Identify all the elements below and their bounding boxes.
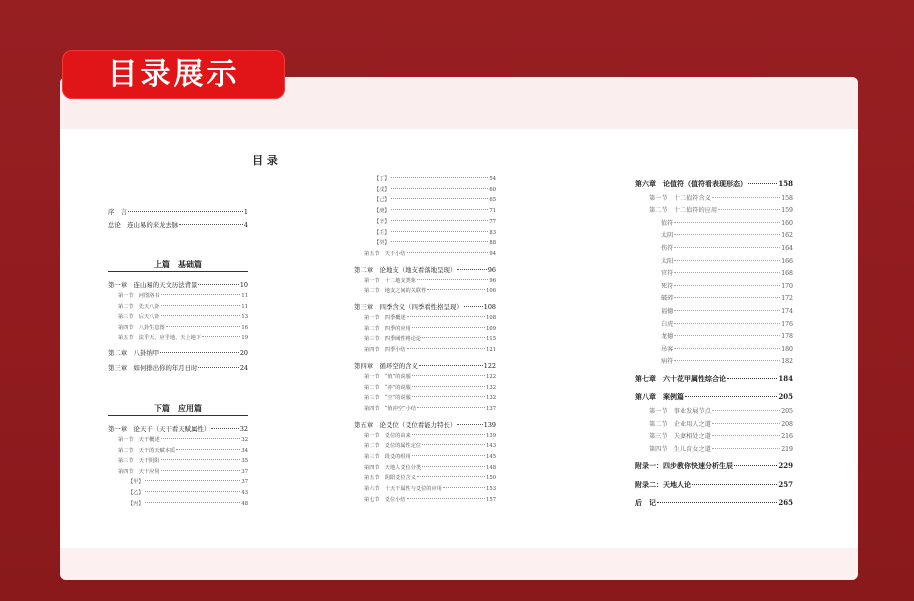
toc-leader-dots	[674, 297, 780, 298]
toc-entry-page: 24	[239, 364, 248, 372]
toc-entry-page: 174	[781, 307, 793, 315]
toc-entry-page: 150	[486, 475, 496, 482]
toc-entry-page: 160	[781, 219, 793, 227]
toc-entry	[108, 424, 248, 433]
toc-entry-title: 第三节 后天八卦	[118, 314, 160, 321]
toc-entry-page: 153	[486, 486, 496, 493]
toc-leader-dots	[161, 315, 241, 316]
toc-entry	[364, 346, 496, 353]
toc-leader-dots	[685, 396, 777, 397]
toc-entry	[661, 218, 793, 227]
toc-entry-title: 第四节 四季小结	[364, 347, 406, 354]
toc-entry-title: 第五节 阴阳爻位含义	[364, 475, 416, 482]
toc-leader-dots	[161, 294, 241, 295]
toc-entry-title: 第三章 如何排出你的年月日时	[108, 364, 198, 372]
toc-entry-page: 35	[241, 458, 248, 465]
toc-entry	[364, 453, 496, 460]
toc-entry	[128, 500, 248, 507]
toc-leader-dots	[412, 455, 485, 456]
toc-entry	[118, 334, 248, 341]
toc-entry	[364, 277, 496, 284]
toc-entry-title: 第一节 十二值符含义	[649, 194, 711, 202]
toc-entry	[374, 229, 496, 236]
toc-entry	[118, 436, 248, 443]
toc-entry-page: 166	[781, 257, 793, 265]
toc-leader-dots	[391, 231, 489, 232]
toc-entry	[118, 468, 248, 475]
toc-entry-page: 71	[489, 208, 496, 215]
toc-entry	[108, 207, 248, 216]
toc-entry	[661, 306, 793, 315]
toc-entry-title: 第一节 “值”的说服	[364, 373, 411, 380]
toc-entry-page: 122	[486, 373, 496, 380]
toc-entry	[118, 292, 248, 299]
toc-leader-dots	[718, 209, 780, 210]
toc-entry-page: 139	[483, 420, 496, 429]
toc-entry	[635, 179, 793, 189]
toc-entry-page: 94	[489, 250, 496, 257]
toc-entry-page: 164	[781, 244, 793, 252]
section-badge-title: 目录展示	[107, 57, 240, 92]
toc-leader-dots	[674, 234, 780, 235]
toc-leader-dots	[727, 378, 777, 379]
toc-entry-title: 龙德	[661, 333, 674, 341]
toc-page	[60, 129, 858, 548]
toc-entry	[364, 485, 496, 492]
toc-leader-dots	[427, 289, 485, 290]
toc-leader-dots	[179, 224, 243, 225]
toc-entry	[364, 335, 496, 342]
toc-entry	[118, 303, 248, 310]
toc-leader-dots	[412, 434, 485, 435]
toc-entry	[364, 394, 496, 401]
toc-entry-title: 【辛】	[374, 218, 390, 225]
toc-entry-title: 第二节 天干的天赋本质	[118, 447, 176, 454]
toc-entry	[635, 498, 793, 508]
toc-entry	[661, 293, 793, 302]
toc-entry-title: 伤符	[661, 244, 674, 252]
toc-entry-page: 265	[778, 498, 793, 508]
toc-leader-dots	[422, 466, 485, 467]
toc-leader-dots	[128, 211, 243, 212]
toc-entry-page: 20	[239, 349, 248, 357]
toc-entry-title: 【戊】	[374, 186, 390, 193]
toc-entry-page: 257	[778, 479, 793, 489]
toc-entry-title: 第六节 十天干属性与爻位的应用	[364, 486, 442, 493]
toc-entry	[635, 480, 793, 490]
toc-leader-dots	[407, 252, 489, 253]
toc-part-heading: 下篇 应用篇	[154, 403, 202, 413]
toc-entry-page: 182	[781, 358, 793, 366]
toc-entry-page: 106	[486, 288, 496, 295]
toc-leader-dots	[145, 491, 241, 492]
toc-entry-page: 19	[241, 335, 248, 342]
toc-entry-page: 208	[781, 420, 793, 428]
toc-entry-page: 168	[781, 270, 793, 278]
toc-entry-title: 序 言	[108, 208, 128, 216]
toc-leader-dots	[160, 352, 239, 353]
toc-entry-title: 【癸】	[374, 240, 390, 247]
toc-entry-page: 122	[483, 361, 496, 370]
toc-entry-page: 32	[239, 425, 248, 433]
toc-entry-title: 后 记	[635, 498, 656, 508]
toc-entry-title: 【乙】	[128, 490, 144, 496]
toc-entry	[354, 361, 496, 370]
toc-entry-title: 太阴	[661, 232, 674, 240]
toc-entry-page: 205	[781, 407, 793, 415]
toc-entry-page: 4	[243, 221, 248, 229]
toc-entry	[108, 220, 248, 229]
toc-entry-title: 白虎	[661, 320, 674, 328]
toc-entry-page: 184	[778, 373, 793, 383]
toc-entry	[374, 186, 496, 193]
toc-entry-title: 第四节 天地人爻位分类	[364, 464, 422, 471]
toc-entry-title: 太阳	[661, 257, 674, 265]
toc-entry-page: 172	[781, 295, 793, 303]
toc-leader-dots	[443, 487, 485, 488]
toc-entry	[374, 207, 496, 214]
toc-entry-title: 【丙】	[128, 500, 144, 507]
toc-entry-page: 48	[241, 500, 248, 507]
toc-entry-page: 88	[489, 240, 496, 247]
toc-entry	[108, 280, 248, 289]
toc-leader-dots	[166, 326, 241, 327]
toc-entry-page: 37	[241, 468, 248, 475]
toc-entry	[354, 420, 496, 429]
toc-entry-title: 第一节 爻位的由来	[364, 432, 411, 439]
toc-entry-page: 34	[241, 447, 248, 454]
toc-entry-title: 第七章 六十花甲属性综合论	[635, 373, 726, 383]
toc-leader-dots	[674, 335, 780, 336]
toc-title: 目 录	[252, 154, 278, 167]
toc-leader-dots	[464, 306, 483, 307]
toc-heading-rule	[108, 271, 248, 272]
toc-entry-title: 福德	[661, 307, 674, 315]
toc-entry-title: 第三节 “空”的说服	[364, 395, 411, 402]
toc-entry-title: 破碎	[661, 295, 674, 303]
toc-entry-title: 【庚】	[374, 208, 390, 215]
toc-leader-dots	[161, 305, 241, 306]
toc-entry-title: 第一节 河图洛书	[118, 293, 160, 299]
toc-entry-page: 132	[486, 384, 496, 391]
toc-leader-dots	[734, 465, 777, 466]
toc-entry-title: 病符	[661, 358, 674, 366]
toc-leader-dots	[674, 260, 780, 261]
toc-leader-dots	[674, 360, 780, 361]
toc-entry	[364, 474, 496, 481]
toc-entry-title: 第八章 案例篇	[635, 392, 684, 402]
toc-entry	[118, 457, 248, 464]
toc-leader-dots	[176, 449, 240, 450]
toc-entry-title: 第四节 “值冲空”小结	[364, 405, 416, 412]
toc-entry	[128, 478, 248, 485]
toc-entry	[118, 447, 248, 454]
toc-entry	[374, 218, 496, 225]
toc-entry	[364, 496, 496, 503]
toc-entry	[364, 314, 496, 321]
toc-entry-page: 54	[489, 176, 496, 182]
toc-leader-dots	[198, 284, 238, 285]
toc-entry	[635, 461, 793, 471]
toc-leader-dots	[391, 209, 489, 210]
toc-leader-dots	[712, 197, 780, 198]
toc-leader-dots	[198, 367, 238, 368]
toc-entry-title: 第二节 先天八卦	[118, 303, 160, 310]
toc-leader-dots	[407, 498, 486, 499]
toc-leader-dots	[457, 424, 483, 425]
toc-leader-dots	[161, 459, 241, 460]
toc-entry-title: 【甲】	[128, 479, 144, 486]
toc-entry-title: 第四章 循环空的含义	[354, 361, 418, 370]
toc-entry-title: 第一章 论天干（天干看天赋属性）	[108, 425, 211, 433]
toc-entry-page: 162	[781, 232, 793, 240]
toc-entry-title: 第二节 企业用人之道	[649, 420, 711, 428]
toc-leader-dots	[419, 365, 483, 366]
toc-entry	[364, 250, 496, 257]
toc-leader-dots	[145, 502, 241, 503]
toc-entry-title: 第一节 四季概述	[364, 315, 406, 321]
toc-entry-title: 第二节 地支之间的关联性	[364, 288, 427, 295]
toc-entry-page: 158	[778, 179, 793, 188]
toc-entry-page: 77	[489, 218, 496, 225]
toc-leader-dots	[161, 438, 241, 439]
toc-entry	[364, 325, 496, 332]
toc-leader-dots	[712, 435, 780, 436]
toc-entry-page: 159	[781, 207, 793, 215]
toc-entry-title: 第五节 法乎天、应乎地、天上地下	[118, 335, 202, 342]
toc-entry	[649, 431, 793, 440]
toc-entry-page: 148	[486, 464, 496, 471]
toc-entry	[118, 324, 248, 331]
toc-entry-title: 第三章 四季含义（四季看性格呈现）	[354, 303, 463, 311]
toc-entry	[364, 373, 496, 380]
toc-leader-dots	[657, 502, 777, 503]
toc-entry-page: 158	[781, 194, 793, 202]
toc-entry-page: 37	[241, 479, 248, 486]
toc-entry-page: 143	[486, 443, 496, 450]
toc-leader-dots	[674, 348, 780, 349]
toc-entry-title: 第一节 十二地支类象	[364, 277, 416, 284]
toc-entry-page: 96	[487, 265, 496, 274]
toc-leader-dots	[712, 410, 780, 411]
toc-entry	[649, 419, 793, 428]
toc-entry-title: 吊客	[661, 345, 674, 353]
toc-entry-page: 178	[781, 333, 793, 341]
toc-entry-title: 第一章 连山易的天文历法背景	[108, 281, 198, 289]
toc-leader-dots	[412, 386, 485, 387]
toc-entry	[364, 464, 496, 471]
toc-entry-title: 第二节 “冲”的说服	[364, 384, 411, 391]
toc-entry-page: 10	[239, 281, 248, 289]
toc-part-heading: 上篇 基础篇	[154, 259, 202, 269]
toc-entry	[661, 319, 793, 328]
toc-entry	[661, 268, 793, 277]
toc-leader-dots	[674, 285, 780, 286]
toc-entry-page: 13	[241, 314, 248, 321]
toc-leader-dots	[391, 177, 489, 178]
toc-entry-page: 108	[483, 303, 496, 311]
toc-entry	[649, 193, 793, 202]
section-badge	[62, 50, 285, 99]
toc-entry	[374, 239, 496, 246]
toc-entry	[364, 405, 496, 412]
toc-entry	[635, 374, 793, 384]
toc-leader-dots	[412, 327, 485, 328]
toc-entry-page: 60	[489, 186, 496, 193]
toc-entry-title: 第六章 论值符（值符看表现形态）	[635, 179, 747, 188]
toc-leader-dots	[692, 484, 777, 485]
toc-entry-page: 139	[486, 432, 496, 439]
toc-entry-page: 229	[778, 461, 793, 471]
toc-entry-page: 145	[486, 454, 496, 460]
toc-entry	[118, 313, 248, 320]
toc-entry-title: 【己】	[374, 197, 390, 204]
toc-entry	[661, 256, 793, 265]
toc-entry-title: 第七节 爻位小结	[364, 496, 406, 503]
toc-entry	[364, 442, 496, 449]
toc-entry-page: 216	[781, 433, 793, 441]
toc-entry-page: 157	[486, 496, 496, 503]
toc-entry-page: 170	[781, 282, 793, 290]
toc-entry-page: 65	[489, 197, 496, 204]
toc-leader-dots	[407, 316, 486, 317]
toc-entry-title: 第五章 论爻位（爻位看能力特长）	[354, 420, 457, 429]
toc-heading-rule	[108, 415, 248, 416]
toc-entry-title: 第一节 事业发展节点	[649, 407, 711, 415]
toc-entry	[354, 302, 496, 311]
toc-entry-title: 值符	[661, 219, 674, 227]
toc-entry-title: 第二节 爻位的属性定位	[364, 443, 422, 450]
toc-entry-title: 【壬】	[374, 229, 390, 236]
toc-leader-dots	[391, 220, 489, 221]
toc-leader-dots	[391, 198, 489, 199]
toc-leader-dots	[417, 407, 485, 408]
toc-entry-title: 第二章 八卦纳甲	[108, 349, 160, 357]
toc-entry	[374, 175, 496, 182]
toc-entry-title: 附录一：四步教你快速分析生辰	[635, 461, 733, 471]
toc-entry-title: 死符	[661, 282, 674, 290]
toc-entry-title: 第三节 段爻的组用	[364, 454, 411, 460]
toc-entry-page: 115	[486, 336, 496, 343]
toc-entry-page: 108	[486, 315, 496, 321]
toc-leader-dots	[457, 269, 487, 270]
toc-entry-title: 第四节 天干应用	[118, 468, 160, 475]
toc-entry	[661, 281, 793, 290]
toc-entry	[661, 344, 793, 353]
toc-leader-dots	[202, 336, 240, 337]
toc-leader-dots	[748, 183, 777, 184]
toc-leader-dots	[145, 480, 241, 481]
toc-entry-page: 96	[489, 277, 496, 284]
preview-card	[60, 77, 858, 580]
toc-leader-dots	[391, 188, 489, 189]
toc-entry-page: 219	[781, 445, 793, 453]
toc-leader-dots	[422, 337, 485, 338]
toc-entry-page: 109	[486, 325, 496, 332]
toc-entry-page: 132	[486, 395, 496, 402]
toc-entry	[661, 331, 793, 340]
toc-leader-dots	[674, 323, 780, 324]
toc-leader-dots	[407, 348, 486, 349]
toc-entry	[649, 406, 793, 415]
toc-leader-dots	[422, 444, 485, 445]
toc-entry	[364, 432, 496, 439]
toc-leader-dots	[712, 423, 780, 424]
toc-leader-dots	[391, 241, 489, 242]
toc-entry-title: 第二章 论地支（地支看落地呈现）	[354, 265, 457, 274]
toc-entry-title: 附录二：天地人论	[635, 479, 691, 489]
toc-entry	[364, 384, 496, 391]
toc-entry	[108, 348, 248, 357]
toc-entry-title: 第五节 天干小结	[364, 250, 406, 257]
toc-leader-dots	[674, 272, 780, 273]
toc-entry-page: 137	[486, 405, 496, 412]
toc-entry	[364, 287, 496, 294]
toc-entry	[661, 243, 793, 252]
toc-leader-dots	[211, 428, 239, 429]
toc-entry-page: 43	[241, 490, 248, 496]
toc-entry-title: 第二节 十二值符的应用	[649, 207, 718, 215]
toc-entry	[128, 489, 248, 496]
toc-entry-page: 176	[781, 320, 793, 328]
toc-entry-title: 第三节 四季阈性格论论	[364, 336, 422, 343]
toc-leader-dots	[674, 222, 780, 223]
toc-leader-dots	[161, 470, 241, 471]
toc-entry	[661, 356, 793, 365]
toc-entry-title: 第二节 四季的应用	[364, 325, 411, 332]
toc-entry-title: 官符	[661, 270, 674, 278]
toc-leader-dots	[674, 310, 780, 311]
toc-leader-dots	[712, 448, 780, 449]
toc-entry-page: 32	[241, 437, 248, 443]
toc-entry-page: 16	[241, 324, 248, 331]
toc-entry-page: 205	[778, 392, 793, 402]
toc-entry-page: 11	[241, 293, 248, 299]
toc-entry-page: 180	[781, 345, 793, 353]
toc-entry-page: 121	[486, 347, 496, 354]
toc-entry-page: 1	[243, 208, 248, 216]
toc-leader-dots	[412, 396, 485, 397]
toc-entry	[649, 205, 793, 214]
toc-entry	[108, 363, 248, 372]
toc-entry-title: 第一节 天干概述	[118, 437, 160, 443]
toc-entry-title: 第四节 生儿育女之道	[649, 445, 711, 453]
toc-entry	[354, 265, 496, 274]
toc-leader-dots	[417, 476, 485, 477]
toc-entry	[635, 392, 793, 402]
toc-entry-title: 总论 连山易的来龙去脉	[108, 221, 179, 229]
toc-entry-page: 11	[241, 303, 248, 310]
toc-entry-title: 第三节 天干阴阳	[118, 458, 160, 465]
toc-entry	[649, 444, 793, 453]
toc-entry-title: 【丁】	[374, 176, 390, 182]
toc-leader-dots	[674, 247, 780, 248]
toc-entry-title: 第四节 八卦生息图	[118, 324, 165, 331]
toc-entry-title: 第三节 夫妻相处之道	[649, 433, 711, 441]
toc-leader-dots	[417, 279, 489, 280]
toc-leader-dots	[412, 375, 485, 376]
toc-entry	[661, 230, 793, 239]
toc-entry-page: 83	[489, 229, 496, 236]
toc-entry	[374, 196, 496, 203]
